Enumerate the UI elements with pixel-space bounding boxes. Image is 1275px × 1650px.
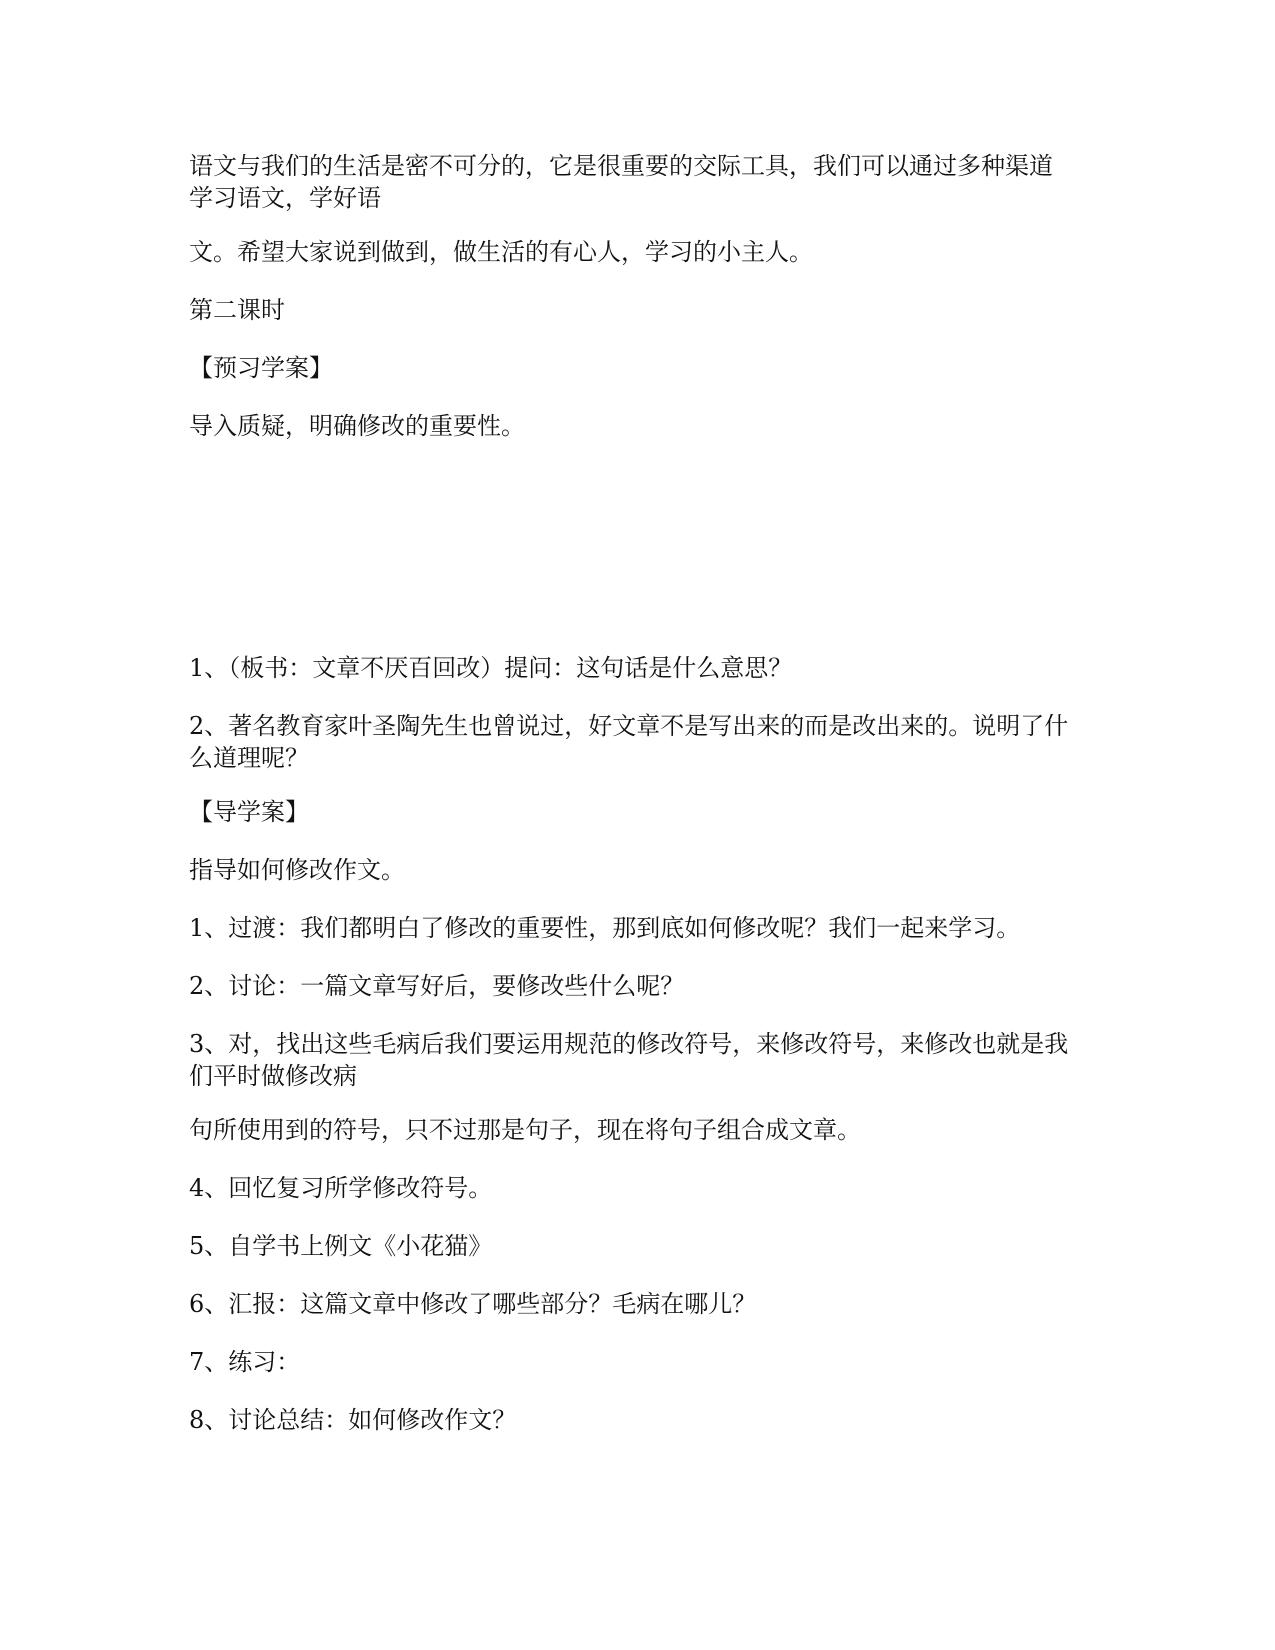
paragraph-line: 么道理呢？ [189, 744, 309, 772]
paragraph-line: 8、讨论总结：如何修改作文？ [189, 1406, 517, 1434]
list-item-question-1 [189, 652, 1094, 684]
list-item-step-2 [189, 970, 1094, 1002]
list-item-step-1 [189, 912, 1094, 944]
list-item-step-6 [189, 1288, 1094, 1320]
paragraph-line: 句所使用到的符号，只不过那是句子，现在将句子组合成文章。 [189, 1116, 861, 1144]
paragraph-guide-goal [189, 854, 1094, 886]
list-item-step-3 [189, 1028, 1094, 1092]
paragraph-continuation [189, 236, 1094, 268]
list-item-step-5 [189, 1230, 1094, 1262]
paragraph-line: 6、汇报：这篇文章中修改了哪些部分？毛病在哪儿？ [189, 1290, 757, 1318]
paragraph-line: 2、著名教育家叶圣陶先生也曾说过，好文章不是写出来的而是改出来的。说明了什 [189, 712, 1069, 740]
paragraph-line: 【导学案】 [189, 798, 309, 826]
paragraph-line: 2、讨论：一篇文章写好后，要修改些什么呢？ [189, 972, 685, 1000]
paragraph-line: 文。希望大家说到做到，做生活的有心人，学习的小主人。 [189, 238, 813, 266]
paragraph-preview-goal [189, 410, 1094, 442]
paragraph-line: 们平时做修改病 [189, 1062, 357, 1090]
list-item-step-8 [189, 1404, 1094, 1436]
list-item-step-7 [189, 1346, 1094, 1378]
section-heading-lesson-two [189, 294, 1094, 326]
paragraph-intro [189, 150, 1094, 214]
paragraph-line: 指导如何修改作文。 [189, 856, 405, 884]
paragraph-line: 4、回忆复习所学修改符号。 [189, 1174, 493, 1202]
section-heading-guide [189, 796, 1094, 828]
paragraph-line: 【预习学案】 [189, 354, 333, 382]
paragraph-line: 1、过渡：我们都明白了修改的重要性，那到底如何修改呢？我们一起来学习。 [189, 914, 1021, 942]
list-item-question-2 [189, 710, 1094, 774]
paragraph-line: 导入质疑，明确修改的重要性。 [189, 412, 525, 440]
list-item-step-4 [189, 1172, 1094, 1204]
paragraph-line: 1、（板书：文章不厌百回改）提问：这句话是什么意思？ [189, 654, 793, 682]
paragraph-line: 3、对，找出这些毛病后我们要运用规范的修改符号，来修改符号，来修改也就是我 [189, 1030, 1069, 1058]
paragraph-line: 语文与我们的生活是密不可分的，它是很重要的交际工具，我们可以通过多种渠道 [189, 152, 1053, 180]
paragraph-line: 第二课时 [189, 296, 285, 324]
section-heading-preview [189, 352, 1094, 384]
paragraph-line: 5、自学书上例文《小花猫》 [189, 1232, 493, 1260]
paragraph-line: 7、练习： [189, 1348, 301, 1376]
paragraph-line: 学习语文，学好语 [189, 184, 381, 212]
paragraph-step-3-continuation [189, 1114, 1094, 1146]
